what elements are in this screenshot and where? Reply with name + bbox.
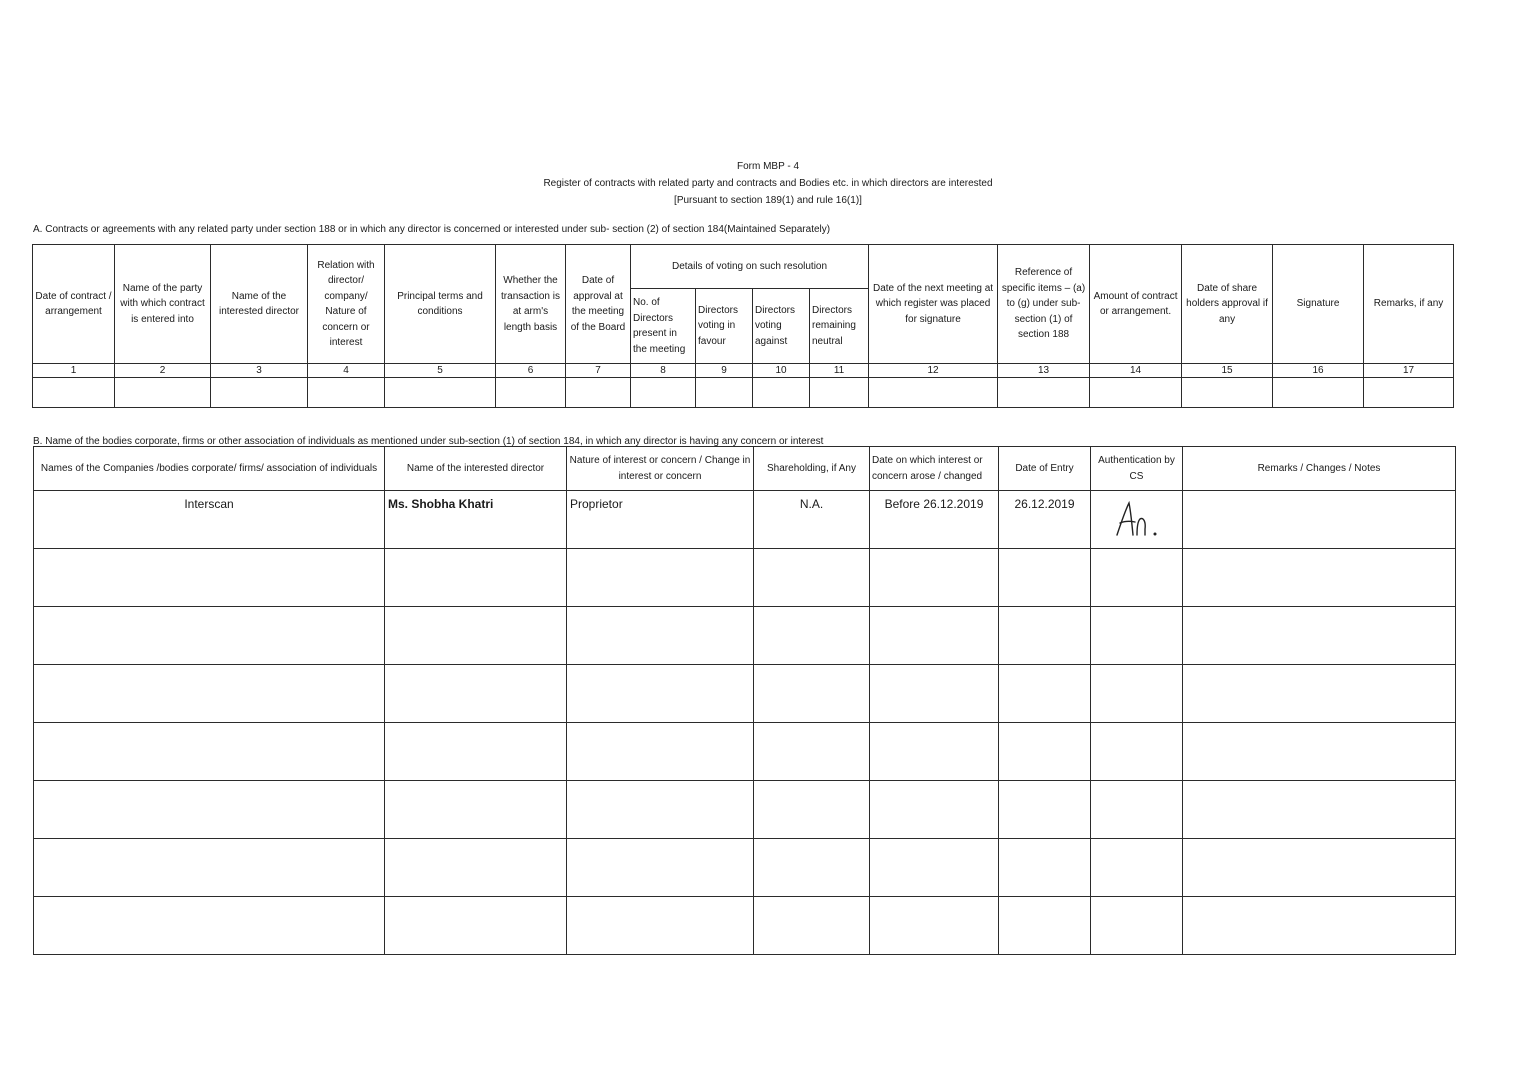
table-cell <box>567 839 754 897</box>
table-cell <box>308 378 385 408</box>
table-cell <box>754 897 870 955</box>
header-approval-date: Date of approval at the meeting of the Board <box>566 245 631 364</box>
table-cell <box>870 723 999 781</box>
table-row <box>34 549 1456 607</box>
table-cell <box>999 897 1091 955</box>
table-cell <box>754 839 870 897</box>
table-cell <box>1091 839 1183 897</box>
table-cell <box>567 723 754 781</box>
table-cell <box>34 723 385 781</box>
header-date-of-contract: Date of contract / arrangement <box>33 245 115 364</box>
table-cell <box>33 378 115 408</box>
table-cell <box>1091 549 1183 607</box>
column-number: 17 <box>1364 364 1454 378</box>
header-nature-of-interest: Nature of interest or concern / Change in interest or concern <box>567 447 754 491</box>
column-number: 6 <box>496 364 566 378</box>
remarks-cell <box>1183 491 1456 549</box>
table-cell <box>385 549 567 607</box>
table-row <box>34 897 1456 955</box>
header-reference: Reference of specific items – (a) to (g) under sub-section (1) of section 188 <box>998 245 1090 364</box>
table-cell <box>631 378 696 408</box>
header-director-name: Name of the interested director <box>385 447 567 491</box>
column-number: 12 <box>869 364 998 378</box>
table-cell <box>696 378 753 408</box>
table-cell <box>870 665 999 723</box>
section-b-table <box>33 446 1456 955</box>
table-cell <box>998 378 1090 408</box>
date-arose-cell: Before 26.12.2019 <box>870 491 999 549</box>
table-cell <box>870 549 999 607</box>
table-cell <box>496 378 566 408</box>
table-cell <box>385 839 567 897</box>
table-cell <box>754 781 870 839</box>
header-date-of-entry: Date of Entry <box>999 447 1091 491</box>
header-authentication: Authentication by CS <box>1091 447 1183 491</box>
table-cell <box>34 897 385 955</box>
table-cell <box>1091 665 1183 723</box>
header-remaining-neutral: Directors remaining neutral <box>810 289 869 364</box>
table-cell <box>567 549 754 607</box>
column-number: 8 <box>631 364 696 378</box>
table-cell <box>1183 549 1456 607</box>
table-cell <box>385 781 567 839</box>
column-number: 2 <box>115 364 211 378</box>
table-cell <box>211 378 308 408</box>
table-cell <box>1273 378 1364 408</box>
header-voting-details: Details of voting on such resolution <box>631 245 869 289</box>
header-party-name: Name of the party with which contract is entered into <box>115 245 211 364</box>
table-row <box>34 781 1456 839</box>
table-cell <box>999 665 1091 723</box>
table-row <box>34 665 1456 723</box>
table-cell <box>1091 723 1183 781</box>
column-number: 4 <box>308 364 385 378</box>
shareholding-cell: N.A. <box>754 491 870 549</box>
table-row <box>34 723 1456 781</box>
table-cell <box>1183 607 1456 665</box>
table-cell <box>566 378 631 408</box>
column-number: 14 <box>1090 364 1182 378</box>
table-row <box>34 607 1456 665</box>
column-number: 5 <box>385 364 496 378</box>
table-cell <box>34 665 385 723</box>
table-cell <box>1091 781 1183 839</box>
table-cell <box>754 607 870 665</box>
column-number: 7 <box>566 364 631 378</box>
column-number: 16 <box>1273 364 1364 378</box>
table-cell <box>1183 897 1456 955</box>
table-cell <box>385 665 567 723</box>
table-cell <box>567 607 754 665</box>
table-cell <box>1183 839 1456 897</box>
table-cell <box>870 897 999 955</box>
authentication-cell <box>1091 491 1183 549</box>
company-name-cell: Interscan <box>34 491 385 549</box>
header-shareholder-approval: Date of share holders approval if any <box>1182 245 1273 364</box>
table-cell <box>754 723 870 781</box>
table-cell <box>115 378 211 408</box>
table-cell <box>1364 378 1454 408</box>
table-cell <box>1091 607 1183 665</box>
section-a-title: A. Contracts or agreements with any related party under section 188 or in which any director is concerned or interested under sub- section (2) of section 184(Maintained Separately) <box>33 224 831 235</box>
header-directors-present: No. of Directors present in the meeting <box>631 289 696 364</box>
table-cell <box>1090 378 1182 408</box>
table-cell <box>999 607 1091 665</box>
header-remarks: Remarks, if any <box>1364 245 1454 364</box>
nature-of-interest-cell: Proprietor <box>567 491 754 549</box>
table-cell <box>34 839 385 897</box>
signature-mark <box>1109 499 1165 541</box>
header-next-meeting: Date of the next meeting at which register was placed for signature <box>869 245 998 364</box>
column-number: 15 <box>1182 364 1273 378</box>
column-number: 3 <box>211 364 308 378</box>
header-relation: Relation with director/ company/ Nature of concern or interest <box>308 245 385 364</box>
director-name-cell: Ms. Shobha Khatri <box>385 491 567 549</box>
table-cell <box>870 781 999 839</box>
form-title: Form MBP - 4 <box>736 161 800 172</box>
column-number: 1 <box>33 364 115 378</box>
table-cell <box>754 549 870 607</box>
table-cell <box>999 549 1091 607</box>
table-cell <box>870 839 999 897</box>
column-number: 9 <box>696 364 753 378</box>
header-date-arose: Date on which interest or concern arose / changed <box>870 447 999 491</box>
column-number-row <box>33 364 1454 378</box>
form-rule: [Pursuant to section 189(1) and rule 16(1)] <box>674 195 862 206</box>
column-number: 10 <box>753 364 810 378</box>
table-cell <box>385 897 567 955</box>
header-company-names: Names of the Companies /bodies corporate/ firms/ association of individuals <box>34 447 385 491</box>
header-shareholding: Shareholding, if Any <box>754 447 870 491</box>
column-number: 13 <box>998 364 1090 378</box>
table-cell <box>1183 665 1456 723</box>
table-cell <box>1091 897 1183 955</box>
section-b-title: B. Name of the bodies corporate, firms or other association of individuals as mentioned under sub-section (1) of section 184, in which any director is having any concern or interest <box>33 436 824 447</box>
header-arms-length: Whether the transaction is at arm's length basis <box>496 245 566 364</box>
table-cell <box>999 839 1091 897</box>
header-principal-terms: Principal terms and conditions <box>385 245 496 364</box>
header-director-name: Name of the interested director <box>211 245 308 364</box>
table-cell <box>753 378 810 408</box>
table-cell <box>34 781 385 839</box>
table-cell <box>385 607 567 665</box>
header-remarks: Remarks / Changes / Notes <box>1183 447 1456 491</box>
header-voting-against: Directors voting against <box>753 289 810 364</box>
table-cell <box>567 665 754 723</box>
table-cell <box>1183 781 1456 839</box>
table-cell <box>810 378 869 408</box>
date-of-entry-cell: 26.12.2019 <box>999 491 1091 549</box>
header-voting-favour: Directors voting in favour <box>696 289 753 364</box>
table-cell <box>385 723 567 781</box>
section-a-table <box>32 244 1454 408</box>
form-subtitle: Register of contracts with related party and contracts and Bodies etc. in which directors are interested <box>543 178 993 189</box>
column-number: 11 <box>810 364 869 378</box>
table-row <box>33 378 1454 408</box>
table-cell <box>34 549 385 607</box>
table-cell <box>567 897 754 955</box>
table-cell <box>754 665 870 723</box>
header-signature: Signature <box>1273 245 1364 364</box>
table-cell <box>869 378 998 408</box>
table-cell <box>999 723 1091 781</box>
table-cell <box>1183 723 1456 781</box>
table-cell <box>567 781 754 839</box>
table-cell <box>999 781 1091 839</box>
header-amount: Amount of contract or arrangement. <box>1090 245 1182 364</box>
table-cell <box>870 607 999 665</box>
table-cell <box>385 378 496 408</box>
table-row <box>34 839 1456 897</box>
table-cell <box>34 607 385 665</box>
table-row <box>34 491 1456 549</box>
table-cell <box>1182 378 1273 408</box>
